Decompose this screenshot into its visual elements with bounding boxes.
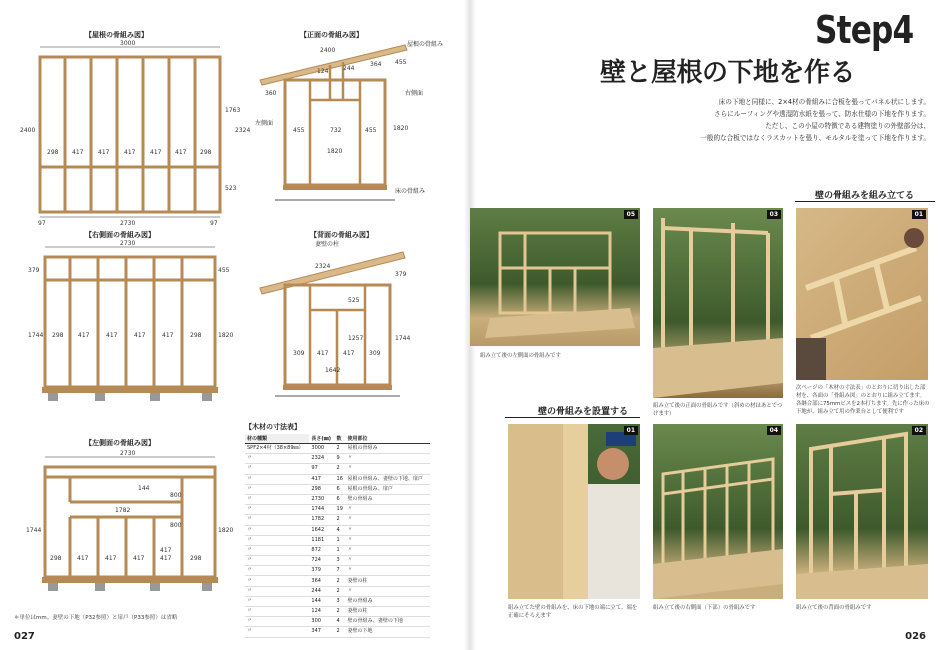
- front-dim-364: 364: [370, 61, 382, 68]
- cut-list: [245, 422, 430, 638]
- table-cell: 〃: [245, 454, 309, 464]
- table-cell: 300: [309, 617, 334, 627]
- right-side-diagram: [20, 242, 250, 412]
- table-cell: 3: [335, 556, 346, 566]
- table-cell: 〃: [245, 474, 309, 484]
- table-row: [245, 515, 430, 525]
- roof-width-dim: 3000: [120, 40, 136, 47]
- back-spacing: 309: [369, 350, 381, 357]
- table-cell: 19: [335, 505, 346, 515]
- table-row: [245, 464, 430, 474]
- left-side-dim-800a: 800: [170, 492, 182, 499]
- table-cell: 〃: [245, 607, 309, 617]
- front-top-dim: 2400: [320, 47, 336, 54]
- front-diagram: [255, 40, 455, 210]
- table-row: [245, 607, 430, 617]
- photo-caption: 組み立て後の右側面（下部）の骨組みです: [653, 605, 756, 611]
- right-side-top-dim: 2730: [120, 240, 136, 247]
- table-row: [245, 505, 430, 515]
- table-row: [245, 596, 430, 606]
- table-cell: 〃: [245, 627, 309, 637]
- right-side-right-dim: 1820: [218, 332, 234, 339]
- table-cell: 2: [335, 627, 346, 637]
- photo-caption: 次ページの「木材の寸法表」のとおりに切り出した部材を、各面の「骨組み図」のとおりに組み立てます。各継合部に75mmビスを2本打ちます。先に作った床の下地が、組み立て用の作業台として便利です: [796, 385, 930, 415]
- table-cell: 屋根の骨組み、扉戸: [346, 484, 430, 494]
- back-diagram-title: 【背面の骨組み図】: [310, 231, 373, 239]
- table-cell: 298: [309, 484, 334, 494]
- roof-spacing: 417: [150, 149, 162, 156]
- photo-front-frame: [653, 208, 783, 398]
- footnote: ＊単位はmm。妻壁の下地（P32参照）と扉戸（P33参照）は省略: [14, 615, 178, 621]
- photo-caption: 組み立て後の背面の骨組みです: [796, 605, 872, 611]
- table-cell: 16: [335, 474, 346, 484]
- left-side-spacing: 417: [160, 555, 172, 562]
- table-cell: 〃: [346, 505, 430, 515]
- left-side-diagram: [20, 452, 250, 602]
- photo-number: 03: [767, 210, 781, 219]
- table-row: [245, 454, 430, 464]
- roof-left-offset: 97: [38, 220, 46, 227]
- left-side-dim-1782: 1782: [115, 507, 131, 514]
- right-side-spacing: 298: [52, 332, 64, 339]
- back-dim-1257: 1257: [348, 335, 364, 342]
- photo-install-wall: [508, 424, 640, 599]
- table-cell: 144: [309, 596, 334, 606]
- photo-assemble-on-floor: [796, 208, 928, 380]
- table-cell: 3: [335, 596, 346, 606]
- section-assemble-heading: 壁の骨組みを組み立てる: [815, 191, 915, 201]
- roof-bottom-dim: 2730: [120, 220, 136, 227]
- page-number-right: 026: [905, 631, 926, 642]
- table-cell: 〃: [346, 566, 430, 576]
- table-row: [245, 444, 430, 454]
- table-cell: 〃: [245, 545, 309, 555]
- table-cell: 壁の骨組み: [346, 596, 430, 606]
- photo-caption: 組み立て後の左側面の骨組みです: [480, 353, 561, 359]
- front-spacing: 732: [330, 127, 342, 134]
- table-cell: 〃: [245, 535, 309, 545]
- roof-right-offset: 97: [210, 220, 218, 227]
- photo-left-side-frame: [470, 208, 640, 346]
- table-cell: 4: [335, 525, 346, 535]
- table-cell: 〃: [346, 535, 430, 545]
- front-left-side-label: 左側面: [255, 120, 274, 127]
- right-side-left-top: 379: [28, 267, 40, 274]
- table-cell: 〃: [245, 617, 309, 627]
- roof-diagram-title: 【屋根の骨組み図】: [85, 31, 148, 39]
- left-side-title: 【左側面の骨組み図】: [85, 439, 155, 447]
- table-cell: 〃: [245, 484, 309, 494]
- photo-number: 04: [767, 426, 781, 435]
- table-cell: 4: [335, 617, 346, 627]
- left-side-dim-417: 417: [160, 547, 172, 554]
- right-page: [470, 0, 940, 650]
- back-spacing: 417: [343, 350, 355, 357]
- roof-spacing: 298: [200, 149, 212, 156]
- left-side-left-dim: 1744: [26, 527, 42, 534]
- photo-number: 05: [624, 210, 638, 219]
- intro-line: 床の下地と同様に、2×4材の骨組みに合板を張ってパネル状にします。: [718, 98, 930, 106]
- table-cell: 2: [335, 444, 346, 454]
- table-cell: 7: [335, 566, 346, 576]
- roof-spacing: 417: [72, 149, 84, 156]
- left-side-spacing: 417: [133, 555, 145, 562]
- photo-caption: 組み立て後の正面の骨組みです（斜めの材はあとでつけます）: [653, 403, 783, 417]
- table-cell: 364: [309, 576, 334, 586]
- table-cell: 379: [309, 566, 334, 576]
- table-cell: 97: [309, 464, 334, 474]
- left-side-spacing: 298: [190, 555, 202, 562]
- roof-right-dim-3: 523: [225, 185, 237, 192]
- table-cell: 1: [335, 545, 346, 555]
- front-floor-label: 床の骨組み: [395, 188, 426, 195]
- left-side-spacing: 298: [50, 555, 62, 562]
- table-cell: 〃: [346, 454, 430, 464]
- table-cell: 〃: [346, 525, 430, 535]
- table-cell: 妻壁の柱: [346, 607, 430, 617]
- table-cell: 〃: [245, 576, 309, 586]
- intro-line: さらにルーフィングや透湿防水紙を張って、防水仕様の下地を作ります。: [714, 110, 930, 118]
- table-cell: 3000: [309, 444, 334, 454]
- back-spacing: 417: [317, 350, 329, 357]
- table-cell: SPF2×4材（38×89㎜）: [245, 444, 309, 454]
- front-dim-360: 360: [265, 90, 277, 97]
- table-cell: 〃: [245, 494, 309, 504]
- right-side-spacing: 417: [162, 332, 174, 339]
- left-side-dim-144: 144: [138, 485, 150, 492]
- front-bottom-dim: 1820: [327, 148, 343, 155]
- photo-back-frame: [796, 424, 928, 599]
- roof-spacing: 417: [124, 149, 136, 156]
- table-cell: 妻壁の下地: [346, 627, 430, 637]
- right-side-spacing: 417: [134, 332, 146, 339]
- photo-number: 01: [912, 210, 926, 219]
- table-row: [245, 545, 430, 555]
- back-beam-label: 妻壁の柱: [315, 241, 340, 248]
- cut-list-title: 【木材の寸法表】: [245, 423, 301, 431]
- front-spacing: 455: [365, 127, 377, 134]
- left-side-dim-800b: 800: [170, 522, 182, 529]
- cut-list-header: 使用部位: [346, 434, 430, 444]
- table-row: [245, 617, 430, 627]
- table-cell: 妻壁の柱: [346, 576, 430, 586]
- table-cell: 〃: [346, 515, 430, 525]
- intro: [648, 96, 930, 144]
- back-diagram: [255, 240, 455, 400]
- headline: 壁と屋根の下地を作る: [600, 58, 856, 88]
- table-cell: 6: [335, 484, 346, 494]
- section-install-heading: 壁の骨組みを設置する: [538, 407, 629, 417]
- table-cell: 壁の骨組み、妻壁の下地: [346, 617, 430, 627]
- roof-right-dim-2: 2324: [235, 127, 251, 134]
- back-dim-525: 525: [348, 297, 360, 304]
- back-top-dim: 2324: [315, 263, 331, 270]
- table-cell: 壁の骨組み: [346, 494, 430, 504]
- front-right-dim: 1820: [393, 125, 409, 132]
- photo-caption: 組み立てた壁の骨組みを、床の下地の端に立て、端を正確にそろえます: [508, 605, 638, 619]
- table-row: [245, 566, 430, 576]
- back-spacing: 309: [293, 350, 305, 357]
- right-side-spacing: 298: [190, 332, 202, 339]
- table-cell: 〃: [245, 586, 309, 596]
- table-row: [245, 627, 430, 637]
- table-row: [245, 484, 430, 494]
- table-cell: 〃: [245, 596, 309, 606]
- cut-list-header: 長さ(㎜): [309, 434, 334, 444]
- roof-right-dim-1: 1763: [225, 107, 241, 114]
- right-side-title: 【右側面の骨組み図】: [85, 231, 155, 239]
- table-cell: 724: [309, 556, 334, 566]
- table-cell: 〃: [245, 525, 309, 535]
- cut-list-table: [245, 434, 430, 638]
- left-side-spacing: 417: [77, 555, 89, 562]
- table-cell: 2: [335, 576, 346, 586]
- table-cell: 6: [335, 494, 346, 504]
- section-rule: [795, 201, 935, 202]
- table-cell: 1: [335, 535, 346, 545]
- back-right-top: 379: [395, 271, 407, 278]
- table-row: [245, 494, 430, 504]
- roof-spacing: 298: [47, 149, 59, 156]
- front-dim-244: 244: [343, 65, 355, 72]
- right-side-spacing: 417: [106, 332, 118, 339]
- left-side-top-dim: 2730: [120, 450, 136, 457]
- table-cell: 1744: [309, 505, 334, 515]
- photo-right-side-frame: [653, 424, 783, 599]
- front-dim-455: 455: [395, 59, 407, 66]
- table-row: [245, 525, 430, 535]
- table-cell: 2: [335, 515, 346, 525]
- table-cell: 9: [335, 454, 346, 464]
- intro-line: 一般的な合板ではなくラスカットを張り、モルタルを塗って下地を作ります。: [700, 134, 930, 142]
- table-row: [245, 576, 430, 586]
- section-rule: [505, 417, 640, 418]
- table-cell: 2324: [309, 454, 334, 464]
- table-cell: 〃: [245, 566, 309, 576]
- table-cell: 1642: [309, 525, 334, 535]
- table-cell: 屋根の骨組み、妻壁の下地、扉戸: [346, 474, 430, 484]
- right-side-left-dim: 1744: [28, 332, 44, 339]
- table-row: [245, 474, 430, 484]
- right-side-right-top: 455: [218, 267, 230, 274]
- back-right-dim: 1744: [395, 335, 411, 342]
- table-cell: 244: [309, 586, 334, 596]
- table-cell: 2: [335, 586, 346, 596]
- table-cell: 417: [309, 474, 334, 484]
- table-cell: 〃: [245, 556, 309, 566]
- front-right-side-label: 右側面: [405, 90, 424, 97]
- left-side-right-dim: 1820: [218, 527, 234, 534]
- roof-height-dim: 2400: [20, 127, 36, 134]
- table-cell: 〃: [245, 464, 309, 474]
- step-label: Step4: [815, 8, 914, 52]
- table-cell: 〃: [245, 515, 309, 525]
- table-cell: 1782: [309, 515, 334, 525]
- table-cell: 872: [309, 545, 334, 555]
- table-cell: 〃: [346, 464, 430, 474]
- table-cell: 屋根の骨組み: [346, 444, 430, 454]
- right-side-spacing: 417: [78, 332, 90, 339]
- roof-diagram: [20, 42, 250, 232]
- front-dim-124: 124: [317, 68, 329, 75]
- table-cell: 2: [335, 464, 346, 474]
- table-row: [245, 586, 430, 596]
- cut-list-header: 数: [335, 434, 346, 444]
- left-side-spacing: 417: [105, 555, 117, 562]
- table-cell: 1181: [309, 535, 334, 545]
- back-bottom-dim: 1642: [325, 367, 341, 374]
- table-row: [245, 556, 430, 566]
- table-cell: 124: [309, 607, 334, 617]
- table-row: [245, 535, 430, 545]
- table-cell: 〃: [245, 505, 309, 515]
- roof-spacings: [47, 149, 212, 156]
- table-cell: 〃: [346, 556, 430, 566]
- roof-spacing: 417: [98, 149, 110, 156]
- table-cell: 2: [335, 607, 346, 617]
- roof-spacing: 417: [175, 149, 187, 156]
- table-cell: 347: [309, 627, 334, 637]
- table-cell: 〃: [346, 545, 430, 555]
- front-spacing: 455: [293, 127, 305, 134]
- photo-number: 01: [624, 426, 638, 435]
- photo-number: 02: [912, 426, 926, 435]
- table-cell: 〃: [346, 586, 430, 596]
- front-diagram-title: 【正面の骨組み図】: [300, 31, 363, 39]
- cut-list-header: 材の種類: [245, 434, 309, 444]
- page-number-left: 027: [14, 631, 35, 642]
- intro-line: ただし、この小屋の特徴である建物塗りの外壁部分は、: [765, 122, 930, 130]
- front-roof-label: 屋根の骨組み: [407, 41, 444, 48]
- table-cell: 2730: [309, 494, 334, 504]
